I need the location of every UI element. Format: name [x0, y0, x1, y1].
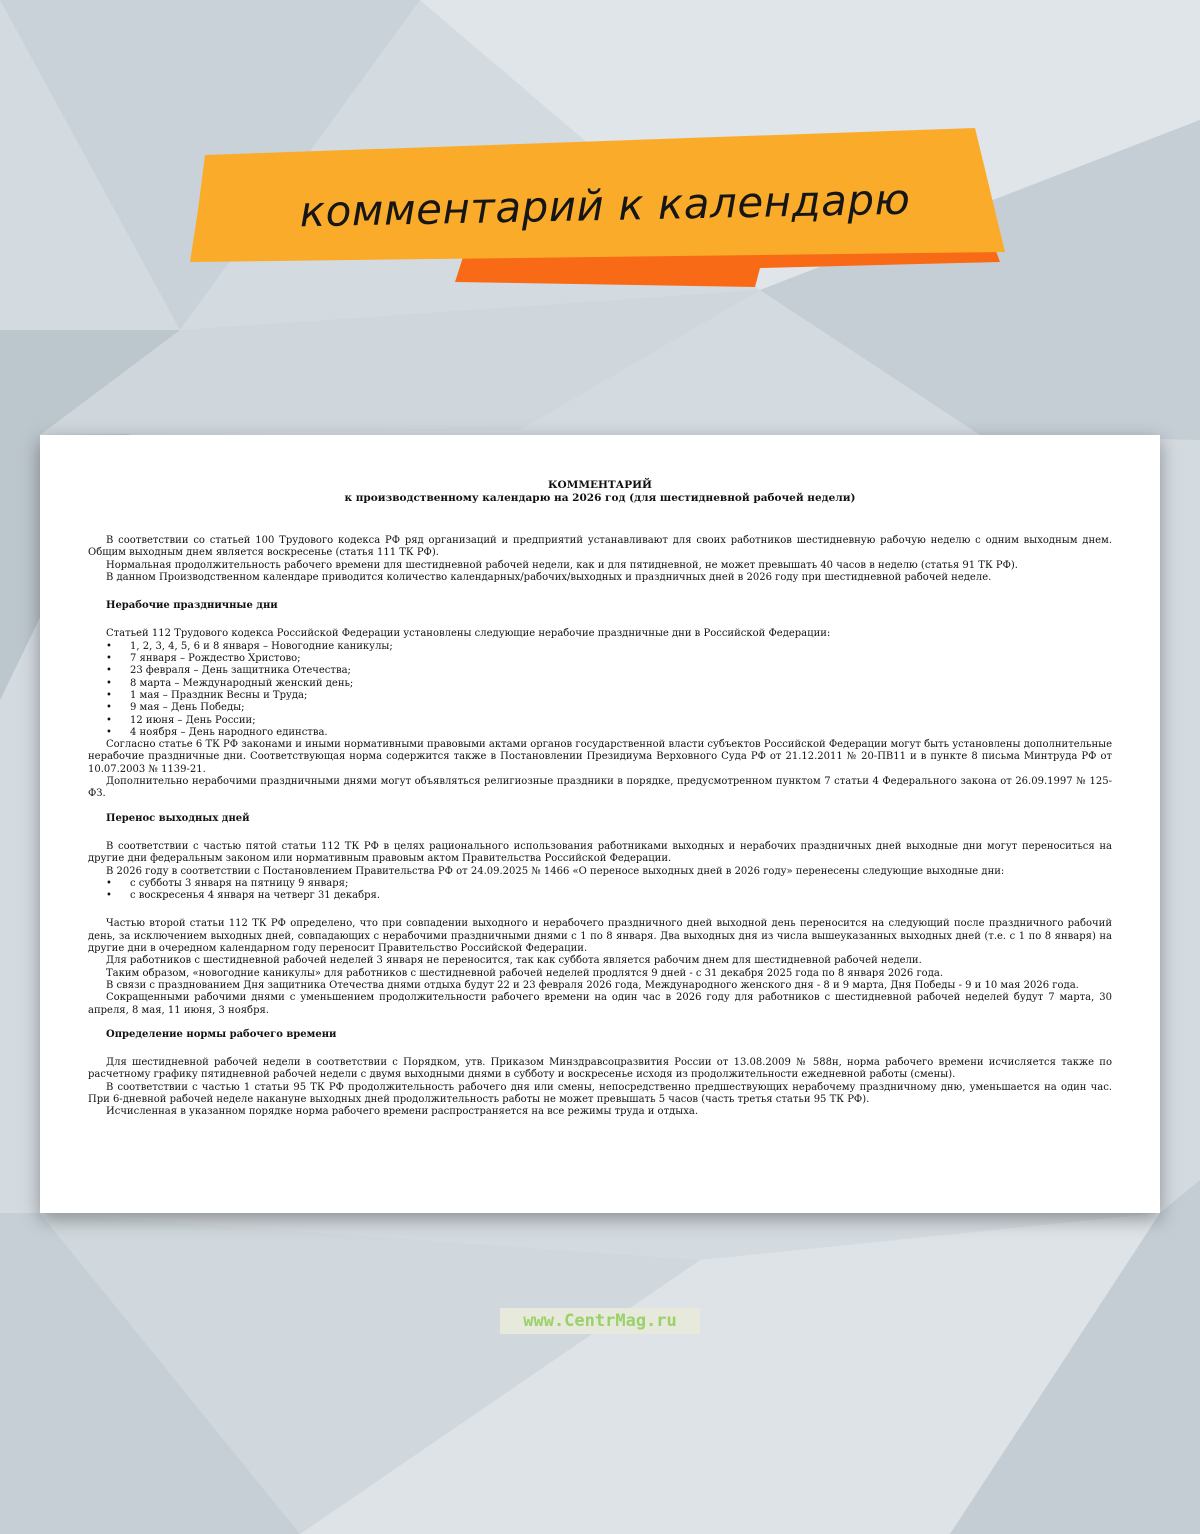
section-heading-holidays: Нерабочие праздничные дни — [106, 600, 278, 612]
document-title: КОММЕНТАРИЙ — [548, 479, 652, 491]
list-item: • 23 февраля – День защитника Отечества; — [106, 665, 351, 677]
list-item: • 8 марта – Международный женский день; — [106, 677, 354, 689]
body-paragraph: В 2026 году в соответствии с Постановлением Правительства РФ от 24.09.2025 № 1466 «О переносе выходных дней в 2026 году» перенесены следующие выходные дни: — [106, 865, 1005, 877]
document-page — [40, 435, 1160, 1213]
list-item: • 1, 2, 3, 4, 5, 6 и 8 января – Новогодние каникулы; — [106, 640, 393, 652]
list-item: • с воскресенья 4 января на четверг 31 декабря. — [106, 890, 381, 902]
body-paragraph: Таким образом, «новогодние каникулы» для работников с шестидневной рабочей неделей продлятся 9 дней - с 31 декабря 2025 года по 8 января 2026 года. — [106, 967, 944, 979]
document-subtitle: к производственному календарю на 2026 год (для шестидневной рабочей недели) — [344, 492, 856, 504]
body-paragraph: Дополнительно нерабочими праздничными днями могут объявляться религиозные праздники в порядке, предусмотренном пунктом 7 статьи 4 Федерального закона от 26.09.1997 № 125-ФЗ. — [88, 776, 1112, 800]
list-item: • 7 января – Рождество Христово; — [106, 653, 301, 665]
body-paragraph: Частью второй статьи 112 ТК РФ определено, что при совпадении выходного и нерабочего праздничного дней выходной день переносится на следующий после праздничного рабочий день, за исключением выходных дней, совпадающих с нерабочими праздничными днями с 1 по 8 января. Два выходных дня из числа вышеуказанных выходных дней (т.е. с 1 по 8 января) на другие дни в очередном календарном году переносит Правительство Российской Федерации. — [88, 918, 1112, 955]
transfer-list — [88, 878, 1112, 903]
body-paragraph: Согласно статье 6 ТК РФ законами и иными нормативными правовыми актами органов государственной власти субъектов Российской Федерации могут быть установлены дополнительные нерабочие праздничные дни. Соответствующая норма содержится также в Постановлении Президиума Верховного Суда РФ от 21.12.2011 № 20-ПВ11 и в пункте 8 письма Минтруда РФ от 10.07.2003 № 1139-21. — [88, 739, 1112, 775]
banner-title: комментарий к календарю — [299, 174, 911, 236]
body-paragraph: В связи с празднованием Дня защитника Отечества днями отдыха будут 22 и 23 февраля 2026 года, Международного женского дня - 8 и 9 марта, Дня Победы - 9 и 10 мая 2026 года. — [106, 979, 1079, 991]
list-item: • 4 ноября – День народного единства. — [106, 726, 328, 738]
list-item: • 9 мая – День Победы; — [106, 702, 245, 714]
body-paragraph: В соответствии с частью 1 статьи 95 ТК РФ продолжительность рабочего дня или смены, непосредственно предшествующих нерабочему праздничному дню, уменьшается на один час. При 6-дневной рабочей неделе накануне выходных дней продолжительность работы не может превышать 5 часов (часть третья статьи 95 ТК РФ). — [88, 1081, 1112, 1105]
title-banner — [0, 0, 1200, 300]
holidays-list — [88, 641, 1112, 739]
body-paragraph: В соответствии с частью пятой статьи 112 ТК РФ в целях рационального использования работниками выходных и нерабочих праздничных дней выходные дни могут переноситься на другие дни федеральным законом или нормативным правовым актом Правительства Российской Федерации. — [88, 840, 1112, 865]
intro-paragraph: В соответствии со статьей 100 Трудового кодекса РФ ряд организаций и предприятий устанавливают для своих работников шестидневную рабочую неделю с одним выходным днем. Общим выходным днем является воскресенье (статья 111 ТК РФ). — [88, 535, 1112, 559]
body-paragraph: Для работников с шестидневной рабочей неделей 3 января не переносится, так как суббота является рабочим днем для шестидневной рабочей недели. — [106, 955, 922, 967]
intro-paragraph: Нормальная продолжительность рабочего времени для шестидневной рабочей недели, как и для пятидневной, не может превышать 40 часов в неделю (статья 91 ТК РФ). — [106, 559, 1018, 571]
section-heading-norm: Определение нормы рабочего времени — [106, 1028, 337, 1040]
website-url[interactable]: www.CentrMag.ru — [500, 1308, 700, 1334]
list-item: • с субботы 3 января на пятницу 9 января; — [106, 877, 349, 889]
intro-paragraph: В данном Производственном календаре приводится количество календарных/рабочих/выходных и праздничных дней в 2026 году при шестидневной рабочей неделе. — [106, 571, 992, 583]
section-heading-transfer: Перенос выходных дней — [106, 812, 250, 824]
holidays-lead: Статьей 112 Трудового кодекса Российской Федерации установлены следующие нерабочие праздничные дни в Российской Федерации: — [106, 628, 831, 640]
body-paragraph: Сокращенными рабочими днями с уменьшением продолжительности рабочего времени на один час в 2026 году для работников с шестидневной рабочей неделей будут 7 марта, 30 апреля, 8 мая, 11 июня, 3 ноября. — [88, 992, 1112, 1016]
list-item: • 12 июня – День России; — [106, 714, 256, 726]
body-paragraph: Исчисленная в указанном порядке норма рабочего времени распространяется на все режимы труда и отдыха. — [106, 1106, 699, 1118]
list-item: • 1 мая – Праздник Весны и Труда; — [106, 689, 308, 701]
body-paragraph: Для шестидневной рабочей недели в соответствии с Порядком, утв. Приказом Минздравсоцразвития России от 13.08.2009 № 588н, норма рабочего времени исчисляется также по расчетному графику пятидневной рабочей недели с двумя выходными днями в субботу и воскресенье исходя из продолжительности ежедневной работы (смены). — [88, 1057, 1112, 1081]
